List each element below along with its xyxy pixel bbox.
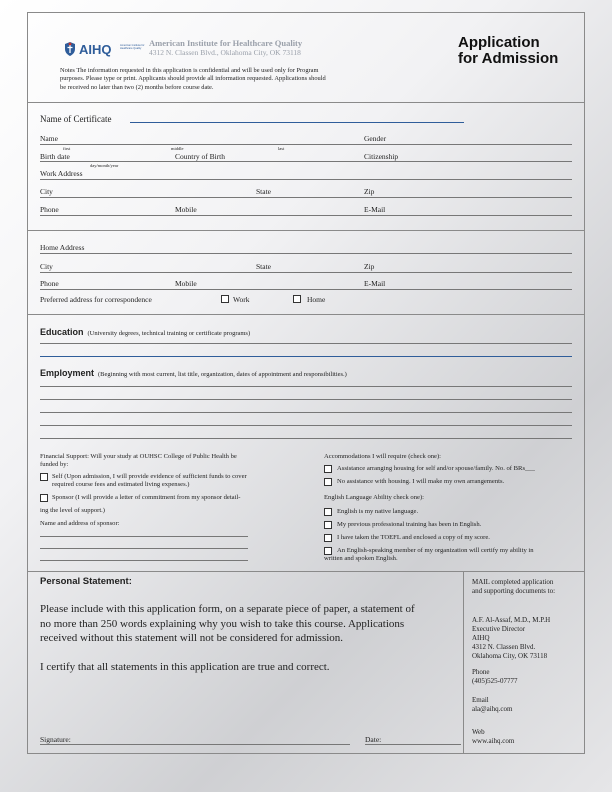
notes-line2: purposes. Please type or print. Applicants should provide all information requested. Applications should — [60, 75, 326, 83]
education-line[interactable] — [40, 343, 572, 344]
english-native-checkbox[interactable] — [324, 508, 332, 516]
toefl-checkbox[interactable] — [324, 534, 332, 542]
signature-label: Signature: — [40, 735, 71, 744]
sponsor-address-line[interactable] — [40, 560, 248, 561]
title-line1: Application — [458, 34, 540, 51]
org-address: 4312 N. Classen Blvd., Oklahoma City, OK 73118 — [149, 48, 301, 57]
logo-tagline: American Institute for Healthcare Quality — [120, 44, 145, 50]
divider — [28, 314, 584, 315]
email-value[interactable]: ala@aihq.com — [472, 705, 513, 713]
date-field[interactable] — [365, 744, 461, 745]
work-phone-field[interactable] — [40, 215, 572, 216]
mail-phone — [472, 668, 518, 686]
english-certify-checkbox[interactable] — [324, 547, 332, 555]
self-option — [52, 473, 297, 489]
work-address-label: Work Address — [40, 169, 83, 178]
employment-line[interactable] — [40, 425, 572, 426]
preferred-address-label: Preferred address for correspondence — [40, 295, 152, 304]
birth-field[interactable] — [40, 161, 572, 162]
home-city-field[interactable] — [40, 272, 572, 273]
employment-line[interactable] — [40, 399, 572, 400]
sponsor-checkbox[interactable] — [40, 494, 48, 502]
english-certify-label-line1: An English-speaking member of my organization will certify my ability in — [337, 547, 534, 554]
work-option-label: Work — [233, 295, 250, 304]
english-training-label: My previous professional training has been in English. — [337, 521, 482, 528]
work-email-label: E-Mail — [364, 205, 386, 214]
home-phone-field[interactable] — [40, 289, 572, 290]
work-zip-label: Zip — [364, 187, 375, 196]
english-certify-label-line2: written and spoken English. — [324, 555, 398, 562]
employment-title: Employment — [40, 368, 95, 378]
org-name: American Institute for Healthcare Quality — [149, 38, 303, 48]
web-value[interactable]: www.aihq.com — [472, 737, 515, 745]
statement-body-line3: received without this statement will not be considered for admission. — [40, 632, 344, 644]
email-label: Email — [472, 696, 489, 704]
home-state-label: State — [256, 262, 271, 271]
work-state-label: State — [256, 187, 271, 196]
financial-title — [40, 453, 300, 469]
self-checkbox[interactable] — [40, 473, 48, 481]
director-role: Executive Director — [472, 625, 526, 633]
sponsor-address-line[interactable] — [40, 548, 248, 549]
statement-body — [40, 602, 460, 646]
first-sublabel: first — [63, 146, 71, 151]
no-housing-checkbox[interactable] — [324, 478, 332, 486]
director-name: A.F. Al-Assaf, M.D., M.P.H — [472, 616, 551, 624]
housing-assist-label: Assistance arranging housing for self and/or spouse/family. No. of BRs___ — [337, 465, 535, 472]
self-option-line2: required course fees and estimated living expenses.) — [52, 481, 190, 488]
english-training-checkbox[interactable] — [324, 521, 332, 529]
financial-title-line1: Financial Support: Will your study at OUHSC College of Public Health be — [40, 453, 237, 460]
mail-address-line2: Oklahoma City, OK 73118 — [472, 652, 548, 660]
sponsor-option-line2: ing the level of support.) — [40, 507, 106, 514]
application-form — [27, 12, 585, 754]
home-phone-label: Phone — [40, 279, 59, 288]
middle-sublabel: middle — [171, 146, 184, 151]
financial-title-line2: funded by: — [40, 461, 69, 468]
education-note: (University degrees, technical training or certificate programs) — [87, 330, 251, 337]
divider — [28, 230, 584, 231]
form-title — [458, 35, 558, 67]
work-address-field[interactable] — [40, 179, 572, 180]
employment-line[interactable] — [40, 386, 572, 387]
home-city-label: City — [40, 262, 53, 271]
sponsor-address-label: Name and address of sponsor: — [40, 520, 120, 527]
statement-body-line2: no more than 250 words explaining why you wish to take this course. Applications — [40, 617, 405, 630]
accommodations-title: Accommodations I will require (check one): — [324, 453, 441, 460]
english-native-label: English is my native language. — [337, 508, 419, 515]
sponsor-address-line[interactable] — [40, 536, 248, 537]
day-month-year-sublabel: day/month/year — [90, 163, 119, 168]
home-address-label: Home Address — [40, 243, 85, 252]
statement-body-line1: Please include with this application form, on a separate piece of paper, a statement of — [40, 603, 415, 615]
work-phone-label: Phone — [40, 205, 59, 214]
name-label: Name — [40, 134, 58, 143]
mail-email — [472, 696, 512, 714]
work-mobile-label: Mobile — [175, 205, 197, 214]
signature-field[interactable] — [40, 744, 350, 745]
certificate-field[interactable] — [130, 122, 464, 123]
mail-head-line1: MAIL completed application — [472, 578, 554, 586]
divider — [28, 571, 584, 572]
toefl-label: I have taken the TOEFL and enclosed a copy of my score. — [337, 534, 490, 541]
employment-line[interactable] — [40, 412, 572, 413]
sponsor-option-line1: Sponsor (I will provide a letter of commitment from my sponsor detail- — [52, 494, 241, 501]
certificate-label: Name of Certificate — [40, 114, 112, 124]
country-of-birth-label: Country of Birth — [175, 152, 225, 161]
notes-line1: Notes The information requested in this application is confidential and will be used only for Program — [60, 67, 319, 74]
home-mobile-label: Mobile — [175, 279, 197, 288]
home-address-field[interactable] — [40, 253, 572, 254]
title-line2: for Admission — [458, 50, 559, 67]
birth-date-label: Birth date — [40, 152, 70, 161]
name-field[interactable] — [40, 144, 572, 145]
home-option-label: Home — [307, 295, 326, 304]
certify-statement: I certify that all statements in this application are true and correct. — [40, 661, 330, 673]
divider — [28, 102, 584, 103]
mail-address — [472, 616, 584, 661]
date-label: Date: — [365, 735, 382, 744]
no-housing-label: No assistance with housing. I will make my own arrangements. — [337, 478, 505, 485]
aihq-logo-icon — [63, 41, 77, 57]
english-title: English Language Ability check one): — [324, 494, 424, 501]
mail-head-line2: and supporting documents to: — [472, 587, 556, 595]
last-sublabel: last — [278, 146, 285, 151]
logo-text: AIHQ — [79, 42, 112, 57]
web-label: Web — [472, 728, 485, 736]
gender-label: Gender — [364, 134, 387, 143]
notes-line3: be received no later than two (2) months before course date. — [60, 83, 214, 91]
education-title: Education — [40, 327, 84, 337]
mail-instructions — [472, 578, 584, 596]
employment-line[interactable] — [40, 438, 572, 439]
work-checkbox[interactable] — [221, 295, 229, 303]
education-heading — [40, 322, 250, 340]
work-city-field[interactable] — [40, 197, 572, 198]
home-email-label: E-Mail — [364, 279, 386, 288]
phone-value: (405)525-07777 — [472, 677, 518, 685]
phone-label: Phone — [472, 668, 490, 676]
employment-heading — [40, 363, 347, 381]
vertical-divider — [463, 571, 464, 754]
mail-address-line1: 4312 N. Classen Blvd. — [472, 643, 536, 651]
home-checkbox[interactable] — [293, 295, 301, 303]
education-line[interactable] — [40, 356, 572, 357]
housing-assist-checkbox[interactable] — [324, 465, 332, 473]
notes — [60, 67, 410, 92]
self-option-line1: Self (Upon admission, I will provide evidence of sufficient funds to cover — [52, 473, 247, 480]
home-zip-label: Zip — [364, 262, 375, 271]
employment-note: (Beginning with most current, list title, organization, dates of appointment and responsibilities.) — [98, 371, 347, 378]
work-city-label: City — [40, 187, 53, 196]
citizenship-label: Citizenship — [364, 152, 399, 161]
statement-title: Personal Statement: — [40, 576, 132, 587]
mail-web — [472, 728, 514, 746]
mail-org: AIHQ — [472, 634, 490, 642]
